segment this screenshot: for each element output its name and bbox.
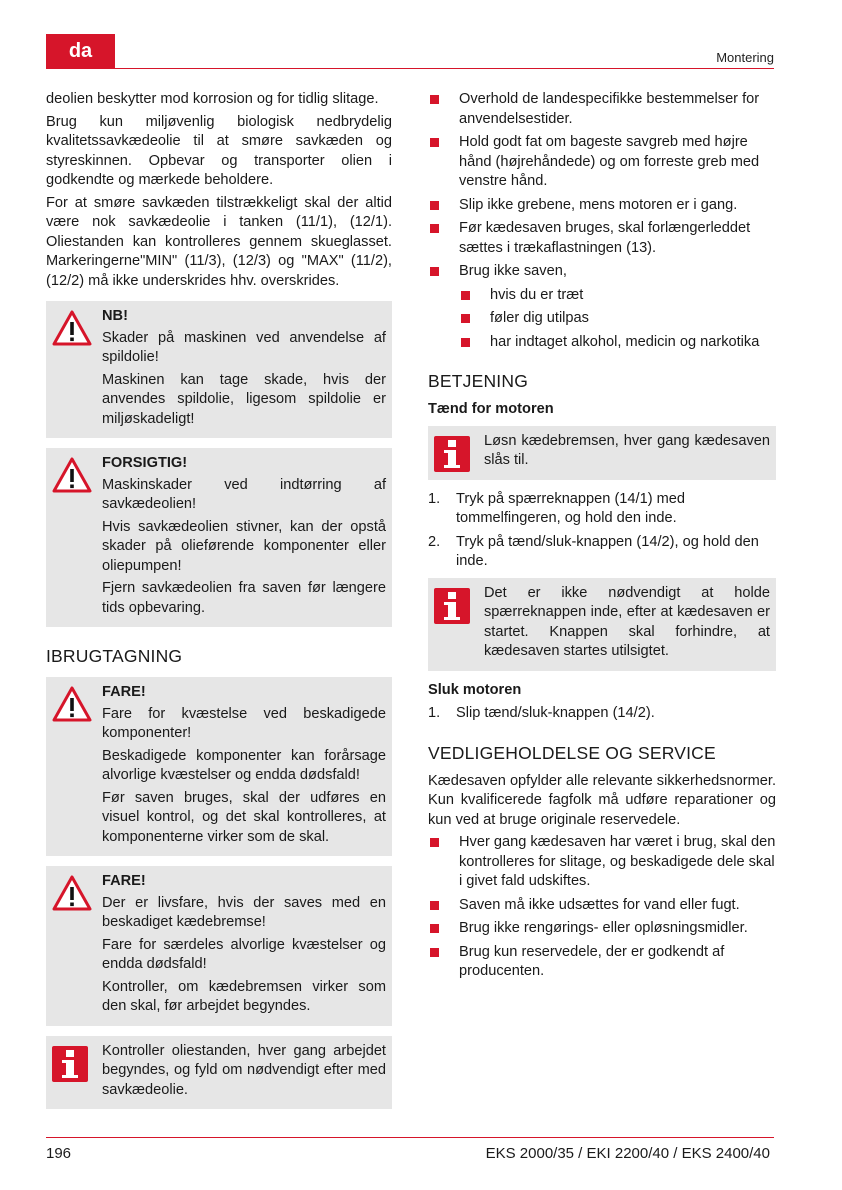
footer-rule xyxy=(46,1137,774,1138)
list-item: føler dig utilpas xyxy=(459,309,776,329)
paragraph: deolien beskytter mod korrosion og for tidlig slitage. xyxy=(46,91,379,107)
section-heading: VEDLIGEHOLDELSE OG SERVICE xyxy=(428,742,716,763)
subheading: Tænd for motoren xyxy=(428,401,554,417)
notice-text: Løsn kædebremsen, hver gang kædesaven slås til. xyxy=(484,432,770,468)
right-column xyxy=(428,90,776,986)
warning-triangle-icon xyxy=(52,686,102,722)
model-line: EKS 2000/35 / EKI 2200/40 / EKS 2400/40 xyxy=(485,1145,770,1162)
section-label: Montering xyxy=(716,50,774,65)
info-icon xyxy=(52,1046,88,1082)
paragraph: Brug kun miljøvenlig biologisk nedbrydelig kvalitetssavkædeolie til at smøre savkæden og styreskinnen. Opbevar og transporter olien i godkendte og mærkede beholdere. xyxy=(46,113,392,188)
notice-title: FORSIGTIG! xyxy=(102,455,188,471)
warning-triangle-icon xyxy=(52,875,102,911)
notice-text: Kontroller, om kædebremsen virker som den skal, før arbejdet begyndes. xyxy=(102,978,386,1014)
info-icon xyxy=(434,436,470,472)
notice-title: FARE! xyxy=(102,873,146,889)
warning-triangle-icon xyxy=(52,457,102,493)
notice-title: FARE! xyxy=(102,684,146,700)
notice-text: Kontroller oliestanden, hver gang arbejdet begyndes, og fyld om nødvendigt efter med savkædeolie. xyxy=(102,1042,386,1098)
list-item: Før kædesaven bruges, skal forlængerleddet sættes i trækaflastningen (13). xyxy=(428,219,776,258)
header-rule xyxy=(46,68,774,69)
notice-text: Før saven bruges, skal der udføres en visuel kontrol, og det skal kontrolleres, at komponenterne virker som de skal. xyxy=(102,789,386,845)
info-icon xyxy=(434,588,470,624)
fare-notice xyxy=(46,677,392,856)
numbered-list xyxy=(428,704,776,724)
forsigtig-notice xyxy=(46,448,392,627)
notice-text: Maskinen kan tage skade, hvis der anvendes spildolie, ligesom spildolie er miljøskadeligt! xyxy=(102,371,386,427)
list-item: Saven må ikke udsættes for vand eller fugt. xyxy=(428,896,776,916)
numbered-list xyxy=(428,490,776,572)
subheading: Sluk motoren xyxy=(428,681,522,698)
list-item: har indtaget alkohol, medicin og narkotika xyxy=(459,333,776,353)
list-item: hvis du er træt xyxy=(459,286,776,306)
page-number: 196 xyxy=(46,1145,72,1162)
list-item: Brug ikke rengørings- eller opløsningsmidler. xyxy=(428,919,776,939)
section-heading: BETJENING xyxy=(428,371,529,391)
warning-triangle-icon xyxy=(52,310,102,346)
left-column xyxy=(46,90,392,1119)
list-item: Hold godt fat om bageste savgreb med højre hånd (højrehåndede) og om forreste greb med venstre hånd. xyxy=(428,133,776,192)
list-item-text: Brug ikke saven, xyxy=(459,263,567,279)
notice-title: NB! xyxy=(102,308,128,324)
notice-text: Det er ikke nødvendigt at holde spærreknappen inde, efter at kædesaven er startet. Knappen skal forhindre, at kædesaven startes utilsigtet. xyxy=(484,584,770,659)
step-number: 2. xyxy=(428,533,441,550)
step-text: Slip tænd/sluk-knappen (14/2). xyxy=(456,705,655,721)
list-item: Overhold de landespecifikke bestemmelser for anvendelsestider. xyxy=(428,90,776,129)
fare-notice xyxy=(46,866,392,1026)
list-item: Slip ikke grebene, mens motoren er i gang. xyxy=(428,196,776,216)
notice-text: Fare for kvæstelse ved beskadigede komponenter! xyxy=(102,705,386,741)
notice-text: Maskinskader ved indtørring af savkædeolien! xyxy=(102,476,386,512)
notice-text: Beskadigede komponenter kan forårsage alvorlige kvæstelser og endda dødsfald! xyxy=(102,747,386,783)
nb-notice xyxy=(46,301,392,438)
notice-text: Hvis savkædeolien stivner, kan der opstå skader på olieførende komponenter eller oliepumpen! xyxy=(102,518,386,574)
notice-text: Der er livsfare, hvis der saves med en beskadiget kædebremse! xyxy=(102,894,386,930)
paragraph: Kædesaven opfylder alle relevante sikkerhedsnormer. Kun kvalificerede fagfolk må udføre reparationer og kun ved at bruge originale reservedele. xyxy=(428,772,777,828)
list-item: Brug kun reservedele, der er godkendt af producenten. xyxy=(428,943,776,982)
notice-text: Fare for særdeles alvorlige kvæstelser og endda dødsfald! xyxy=(102,936,386,972)
bullet-list xyxy=(428,833,776,982)
list-item xyxy=(428,262,776,352)
list-item: Hver gang kædesaven har været i brug, skal den kontrolleres for slitage, og beskadigede dele skal i givet fald udskiftes. xyxy=(428,833,776,892)
info-notice xyxy=(428,578,776,671)
list-item xyxy=(428,704,776,724)
list-item xyxy=(428,533,776,572)
step-text: Tryk på tænd/sluk-knappen (14/2), og hold den inde. xyxy=(456,533,759,569)
notice-text: Fjern savkædeolien fra saven før længere tids opbevaring. xyxy=(102,580,386,616)
info-notice xyxy=(428,426,776,480)
step-number: 1. xyxy=(428,705,441,721)
section-heading: IBRUGTAGNING xyxy=(46,646,183,666)
notice-text: Skader på maskinen ved anvendelse af spildolie! xyxy=(102,329,386,365)
step-number: 1. xyxy=(428,490,441,507)
paragraph: For at smøre savkæden tilstrækkeligt skal der altid være nok savkædeolie i tanken (11/1), (12/1). Oliestanden kan kontrolleres gennem skueglasset. Markeringerne"MIN" (11/3), (12/3) og "MAX" (11/2), (12/2) må ikke underskrides hhv. overskrides. xyxy=(46,194,392,289)
info-notice xyxy=(46,1036,392,1110)
bullet-list xyxy=(428,90,776,352)
sub-bullet-list xyxy=(459,286,776,353)
step-text: Tryk på spærreknappen (14/1) med tommelfingeren, og hold den inde. xyxy=(456,490,686,526)
language-tab: da xyxy=(46,34,115,69)
list-item xyxy=(428,490,776,529)
